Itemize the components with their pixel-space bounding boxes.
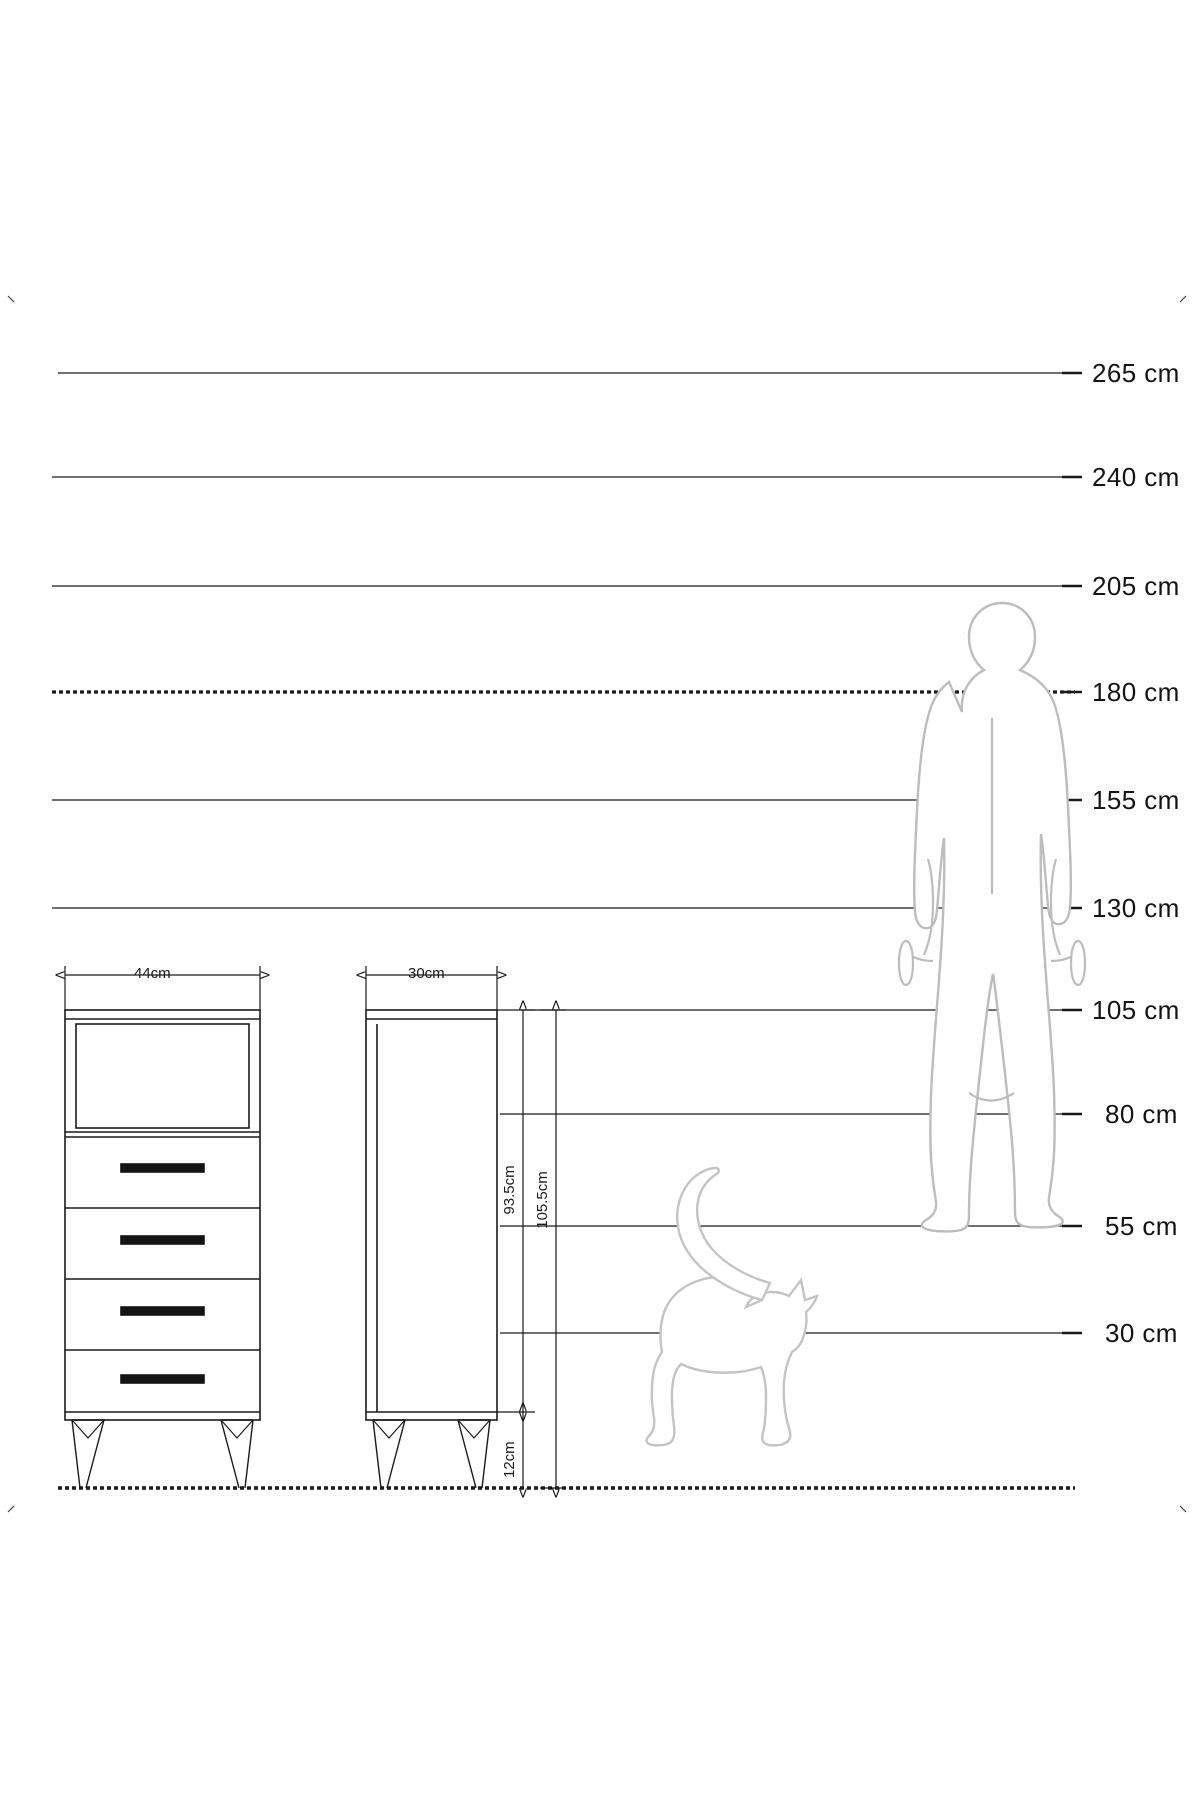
dimension-105-5cm bbox=[540, 1010, 566, 1488]
scale-label-180: 180 cm bbox=[1092, 677, 1180, 707]
dimension-label-total-height: 105.5cm bbox=[534, 1171, 551, 1229]
scale-label-55: 55 cm bbox=[1105, 1211, 1178, 1241]
chest-front-view bbox=[65, 1010, 260, 1488]
dimension-label-body-height: 93.5cm bbox=[501, 1165, 518, 1215]
scale-label-265: 265 cm bbox=[1092, 358, 1180, 388]
scale-label-240: 240 cm bbox=[1092, 462, 1180, 492]
scale-label-80: 80 cm bbox=[1105, 1099, 1178, 1129]
dimension-label-width-front: 44cm bbox=[134, 965, 171, 982]
scale-label-105: 105 cm bbox=[1092, 995, 1180, 1025]
scale-label-30: 30 cm bbox=[1105, 1318, 1178, 1348]
scale-label-205: 205 cm bbox=[1092, 571, 1180, 601]
scale-label-130: 130 cm bbox=[1092, 893, 1180, 923]
chest-side-view bbox=[366, 1010, 497, 1488]
dimension-label-leg-height: 12cm bbox=[501, 1441, 518, 1478]
man-silhouette bbox=[914, 603, 1071, 1231]
cat-silhouette bbox=[647, 1168, 817, 1446]
scale-label-155: 155 cm bbox=[1092, 785, 1180, 815]
dimension-label-width-side: 30cm bbox=[408, 965, 445, 982]
